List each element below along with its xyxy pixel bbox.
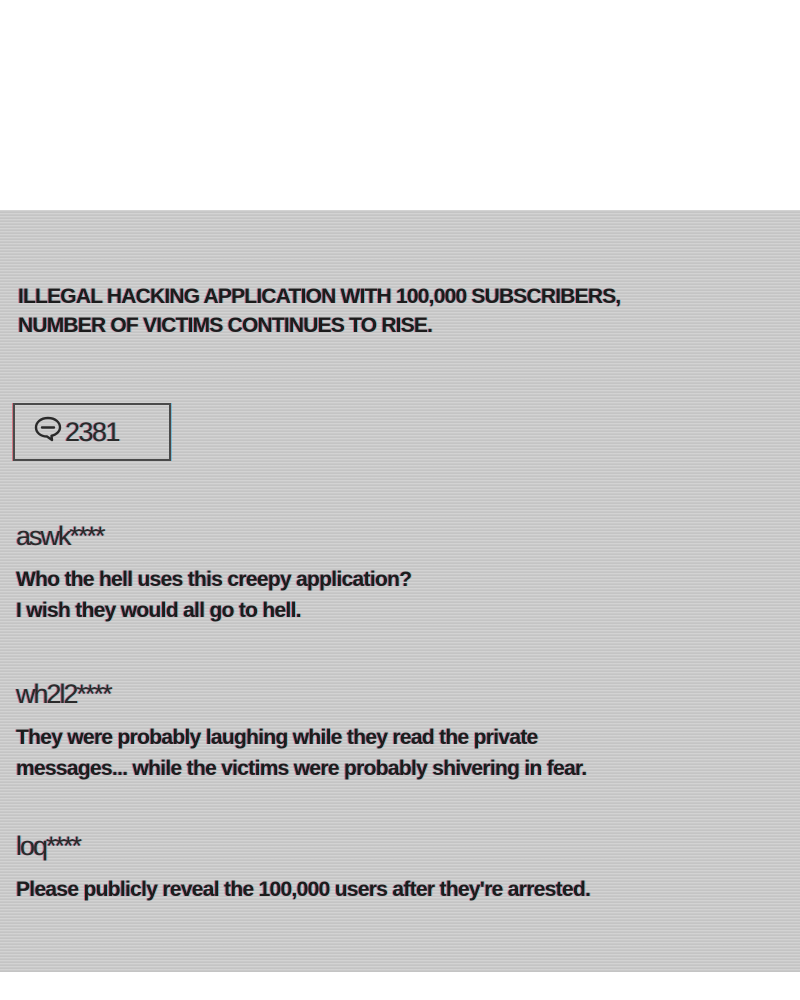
comment-username: loq**** [16, 831, 81, 861]
comment-text-line: They were probably laughing while they read the private [16, 726, 538, 749]
news-comments-panel [0, 210, 800, 972]
comment-item [16, 678, 786, 784]
comment-text-line: messages... while the victims were probably shivering in fear. [16, 757, 587, 780]
comment-username: aswk**** [16, 521, 104, 551]
comment-count-value: 2381 [65, 416, 120, 447]
comment-count-button[interactable] [13, 403, 171, 461]
article-headline [18, 282, 788, 340]
headline-line-1: ILLEGAL HACKING APPLICATION WITH 100,000 SUBSCRIBERS, [18, 285, 621, 308]
comment-item [16, 520, 786, 626]
comment-username: wh2l2**** [16, 679, 111, 709]
comment-text-line: I wish they would all go to hell. [16, 599, 301, 622]
comment-item [16, 830, 786, 905]
comment-text-line: Who the hell uses this creepy application? [16, 568, 412, 591]
comment-text-line: Please publicly reveal the 100,000 users after they're arrested. [16, 878, 591, 901]
speech-bubble-icon [33, 415, 65, 450]
headline-line-2: NUMBER OF VICTIMS CONTINUES TO RISE. [18, 314, 433, 337]
